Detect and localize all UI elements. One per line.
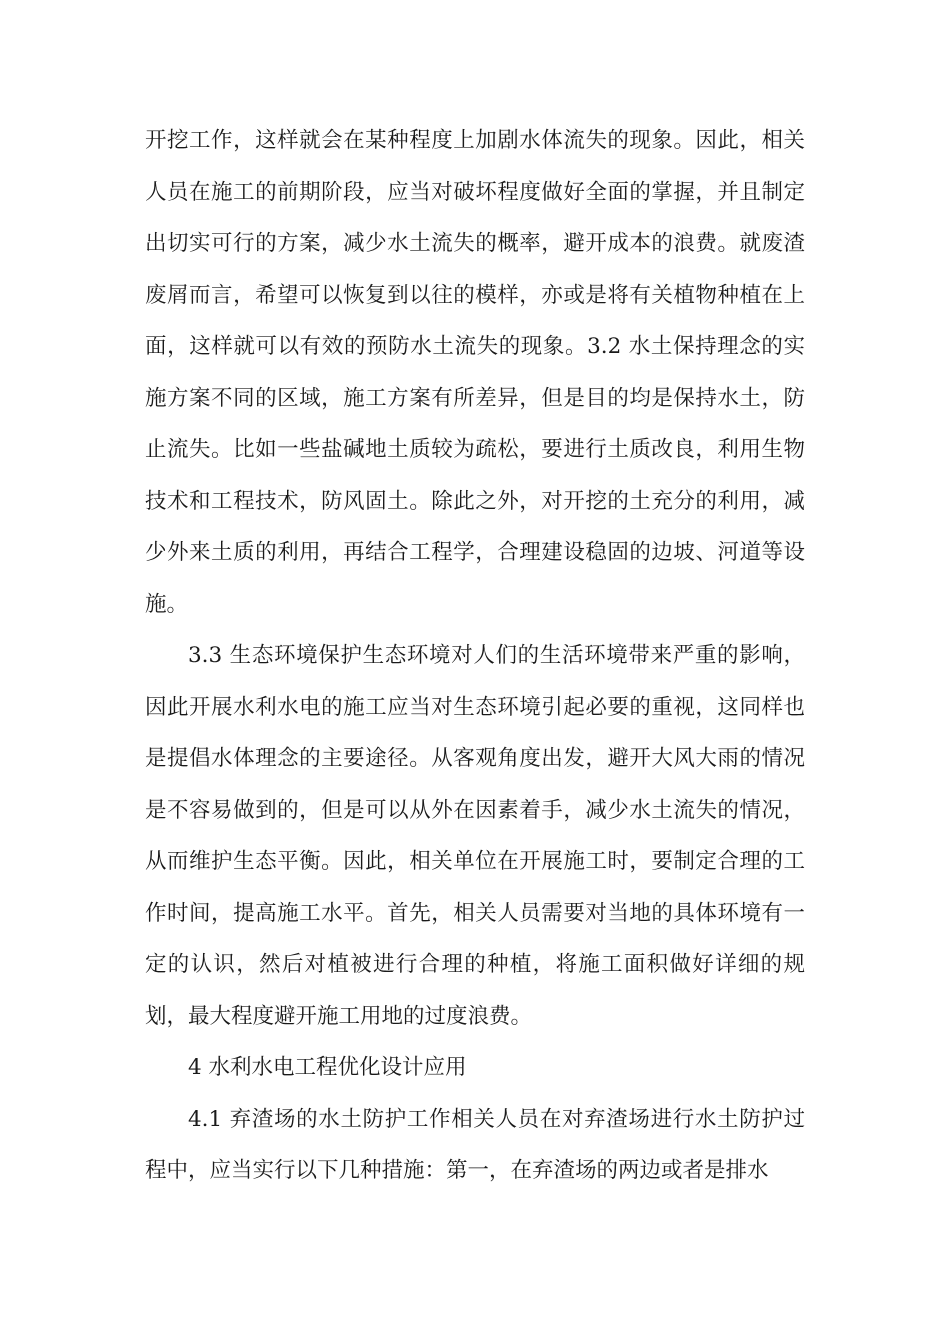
paragraph-3: 4.1 弃渣场的水土防护工作相关人员在对弃渣场进行水土防护过程中，应当实行以下几种措施：第一，在弃渣场的两边或者是排水 <box>145 1106 805 1183</box>
section-heading: 4 水利水电工程优化设计应用 <box>188 1055 467 1080</box>
document-body <box>145 115 805 1197</box>
paragraph-1: 开挖工作，这样就会在某种程度上加剧水体流失的现象。因此，相关人员在施工的前期阶段，应当对破坏程度做好全面的掌握，并且制定出切实可行的方案，减少水土流失的概率，避开成本的浪费。就废渣废屑而言，希望可以恢复到以往的模样，亦或是将有关植物种植在上面，这样就可以有效的预防水土流失的现象。3.2 水土保持理念的实施方案不同的区域，施工方案有所差异，但是目的均是保持水土，防止流失。比如一些盐碱地土质较为疏松，要进行土质改良，利用生物技术和工程技术，防风固土。除此之外，对开挖的土充分的利用，减少外来土质的利用，再结合工程学，合理建设稳固的边坡、河道等设施。 <box>145 128 805 617</box>
paragraph-2: 3.3 生态环境保护生态环境对人们的生活环境带来严重的影响，因此开展水利水电的施工应当对生态环境引起必要的重视，这同样也是提倡水体理念的主要途径。从客观角度出发，避开大风大雨的情况是不容易做到的，但是可以从外在因素着手，减少水土流失的情况，从而维护生态平衡。因此，相关单位在开展施工时，要制定合理的工作时间，提高施工水平。首先，相关人员需要对当地的具体环境有一定的认识，然后对植被进行合理的种植，将施工面积做好详细的规划，最大程度避开施工用地的过度浪费。 <box>145 643 805 1029</box>
